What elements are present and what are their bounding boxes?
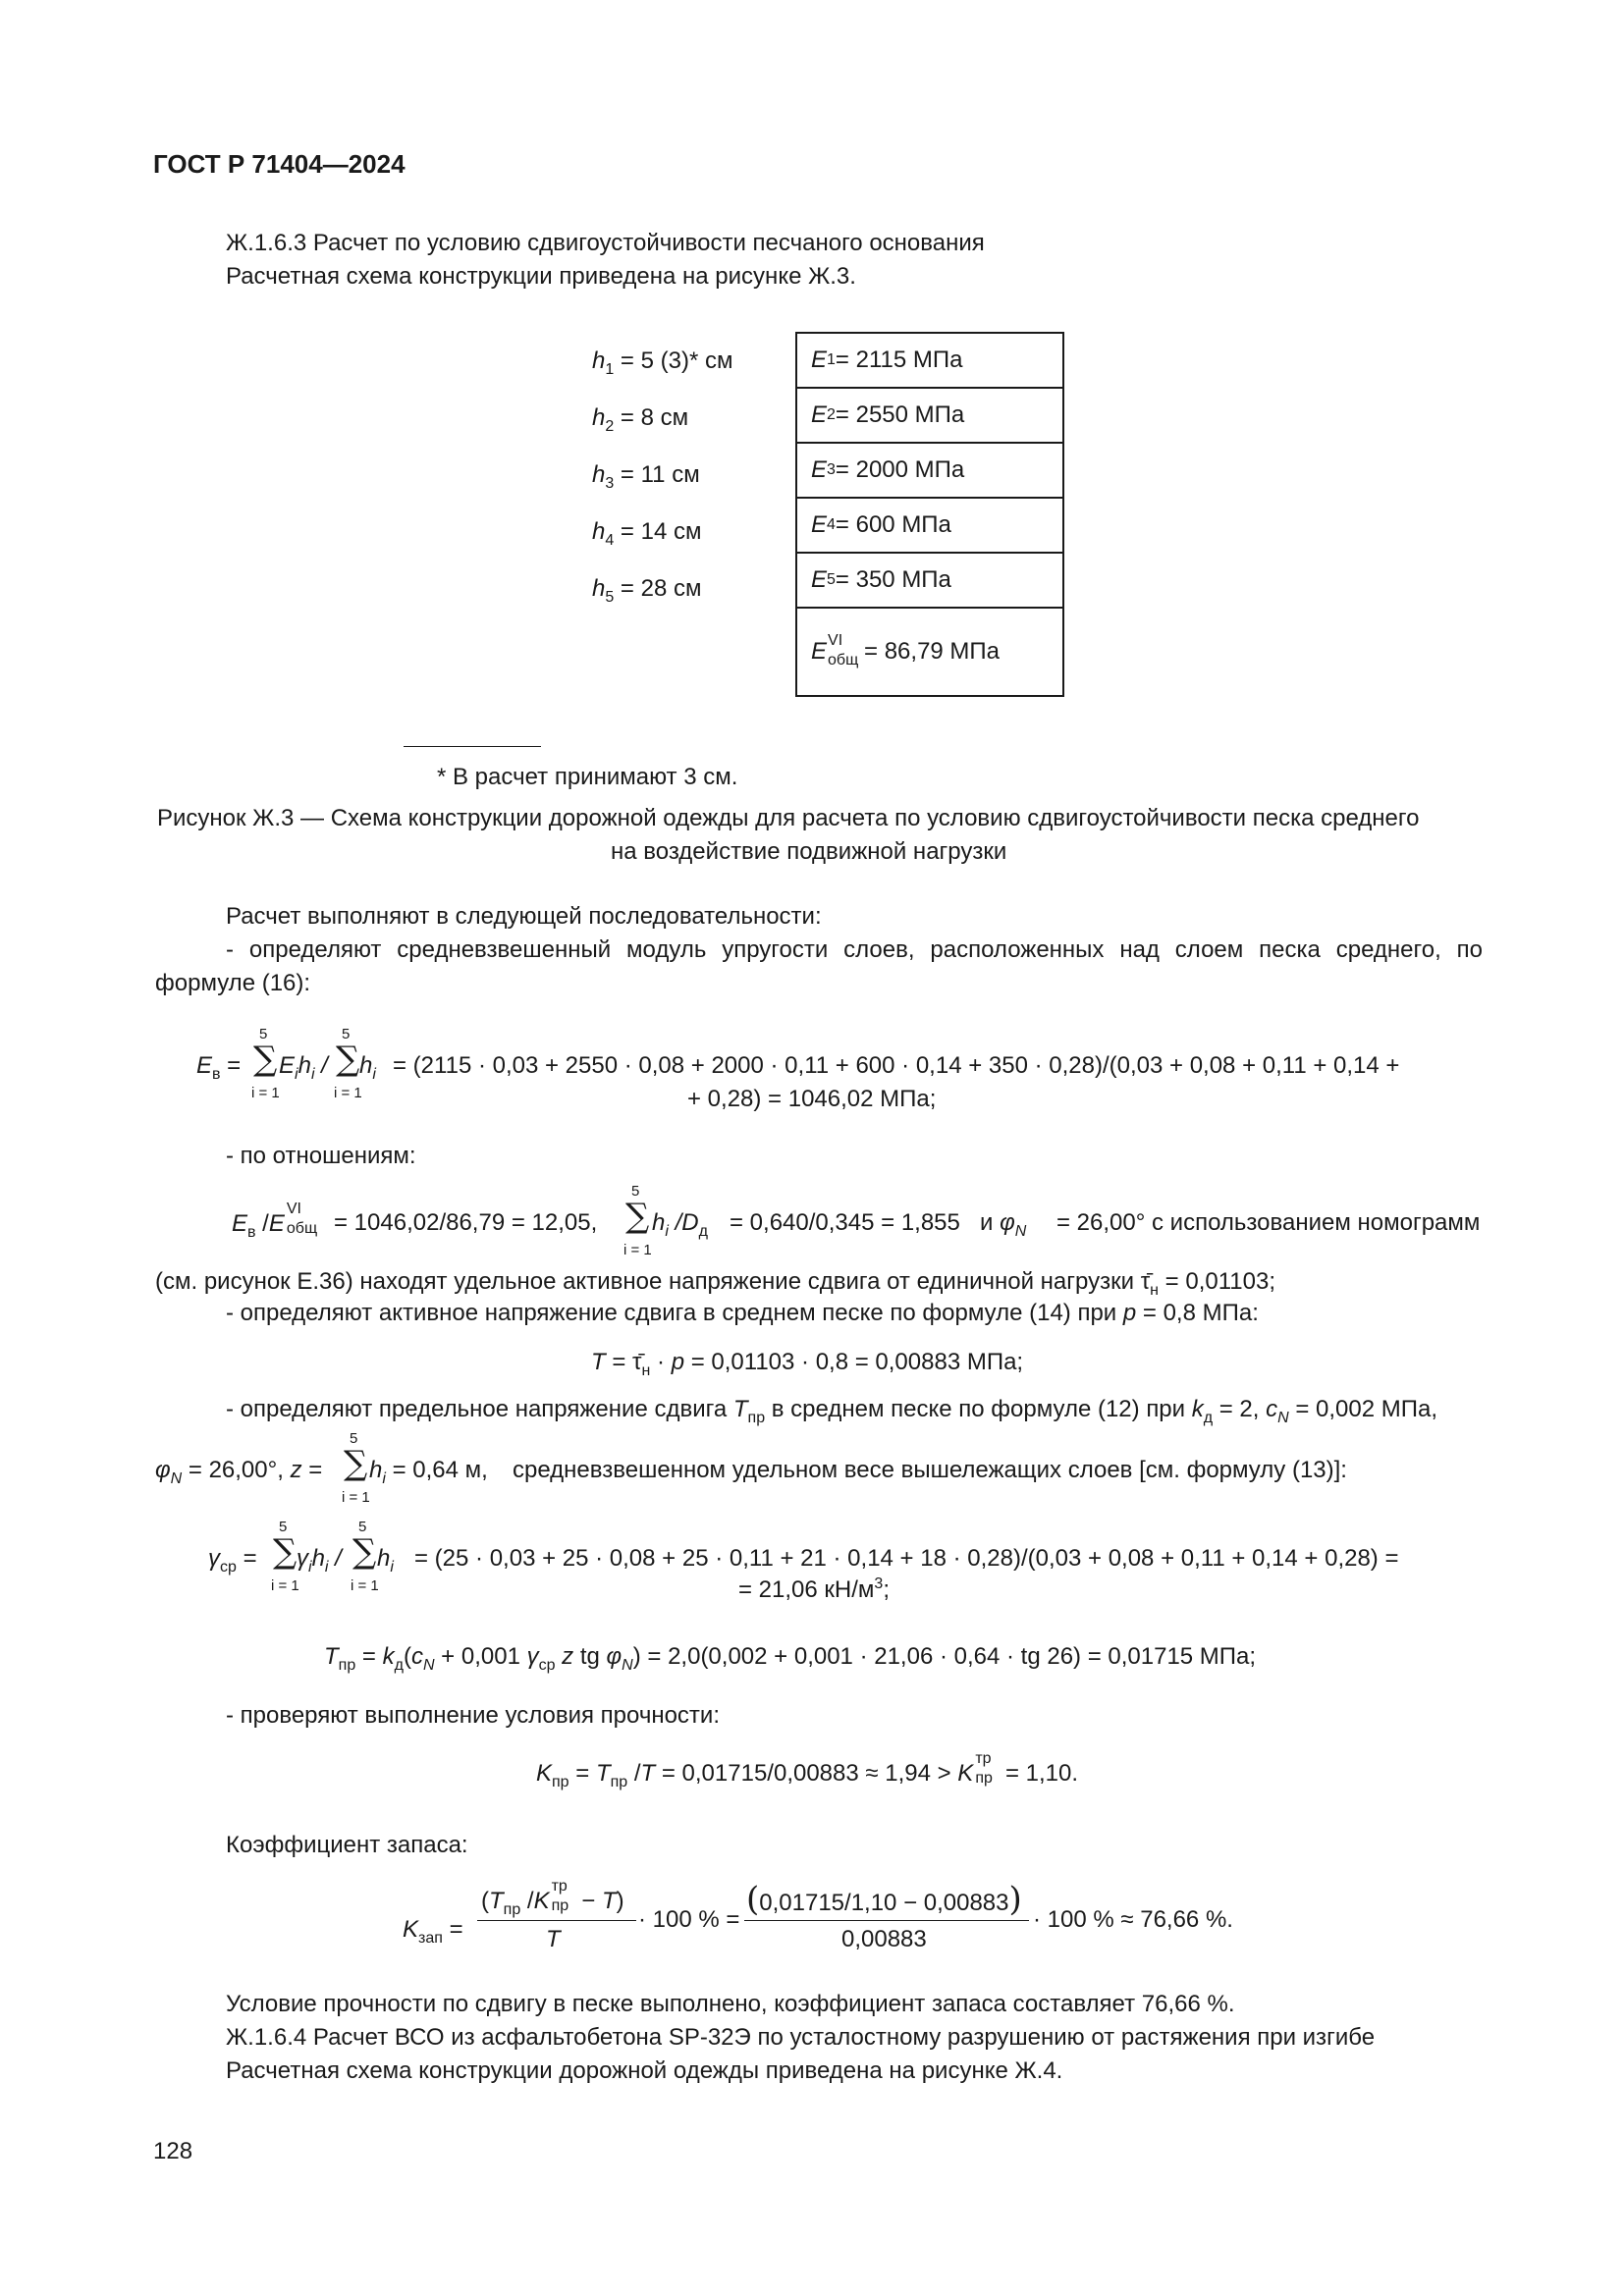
gamma-hi-den: $h_i$ (377, 1545, 394, 1575)
thickness-h5: $h_5 = 28$ см (592, 575, 702, 606)
kzap-frac-line2 (744, 1920, 1029, 1921)
modulus-e4: E 4 = 600 МПа (797, 499, 1062, 554)
sum-lower-limit: i = 1 (251, 1085, 280, 1101)
gamma-rhs2: = 21,06 $кН/м^3$; (738, 1575, 890, 1603)
figure-caption-line2: на воздействие подвижной нагрузки (611, 838, 1007, 865)
formula-kpr: $K_{пр} = T_{пр}$ /T = 0,01715/0,00883 ≈ 1,94 > K тр пр = 1,10. (536, 1750, 1079, 1790)
formula-hi-over-d: $h_i$ $/D_д$ (652, 1209, 708, 1240)
formula-ratio1: = 1046,02/86,79 = 12,05, (334, 1209, 598, 1236)
sum-upper-limit: 5 (631, 1183, 640, 1200)
gamma-rhs1: = (25 · 0,03 + 25 · 0,08 + 25 · 0,11 + 21 · 0,14 + 18 · 0,28)/(0,03 + 0,08 + 0,11 + 0,14 + 0,28) = (414, 1545, 1399, 1572)
formula-ei-hi: $E_ih_i$ / (279, 1052, 328, 1083)
sum-lower-limit: i = 1 (351, 1577, 379, 1594)
sum-symbol: ∑ (352, 1532, 377, 1572)
sum-symbol: ∑ (253, 1040, 278, 1079)
kzap-symbol: $K_{зап}$ = (403, 1916, 463, 1947)
step3-line1: - определяют предельное напряжение сдвига $T_{пр}$ в среднем песке по формуле (12) при $k_д = 2$, $c_N = 0,002$ МПа, (226, 1396, 1438, 1426)
sum-lower-limit: i = 1 (271, 1577, 299, 1594)
document-code: ГОСТ Р 71404—2024 (153, 149, 406, 179)
kzap-pct1: · 100 % = (638, 1906, 740, 1933)
formula-ratio2: = 0,640/0,345 = 1,855 (730, 1209, 960, 1236)
footnote: * В расчет принимают 3 см. (437, 764, 738, 790)
kzap-frac-line1 (477, 1920, 636, 1921)
formula-ev-rhs2: + 0,28) = 1046,02 МПа; (687, 1086, 937, 1112)
gamma-hi: $\gamma_ih_i$ / (297, 1545, 342, 1575)
ratios-intro: - по отношениям: (226, 1143, 416, 1169)
modulus-e3: E 3 = 2000 МПа (797, 444, 1062, 499)
formula-ev-symbol: $E_в$ = (196, 1052, 242, 1083)
sum-symbol: ∑ (344, 1444, 368, 1483)
sum-symbol: ∑ (273, 1532, 298, 1572)
thickness-h1: $h_1 = 5$ (3)* см (592, 347, 733, 378)
sum-upper-limit: 5 (342, 1026, 351, 1042)
sum-symbol: ∑ (336, 1040, 360, 1079)
formula-hi: $h_i$ (359, 1052, 376, 1083)
kzap-pct2: · 100 % ≈ 76,66 %. (1033, 1906, 1233, 1933)
step2-line: - определяют активное напряжение сдвига в среднем песке по формуле (14) при p = 0,8 МПа: (226, 1300, 1259, 1326)
scheme-intro: Расчетная схема конструкции приведена на рисунке Ж.3. (226, 263, 856, 290)
sum-upper-limit: 5 (279, 1519, 288, 1535)
conclusion: Условие прочности по сдвигу в песке выполнено, коэффициент запаса составляет 76,66 %. (226, 1991, 1235, 2017)
after-ratios-line: (см. рисунок Е.36) находят удельное активное напряжение сдвига от единичной нагрузки $\taū_н = 0,01103$; (155, 1268, 1276, 1299)
phi-n-value: $\varphi_N = 26,00^\circ$, z = (155, 1457, 323, 1487)
sequence-intro: Расчет выполняют в следующей последовательности: (226, 903, 822, 930)
kzap-den2: 0,00883 (841, 1926, 927, 1952)
figure-caption-line1: Рисунок Ж.3 — Схема конструкции дорожной одежды для расчета по условию сдвигоустойчивости песка среднего (157, 805, 1420, 831)
sum-upper-limit: 5 (350, 1430, 358, 1447)
z-hi: $h_i = 0,64$ м, (369, 1457, 488, 1487)
modulus-total: E VI общ = 86,79 МПа (811, 632, 1001, 668)
modulus-e5: E 5 = 350 МПа (797, 554, 1062, 609)
thickness-h4: $h_4 = 14$ см (592, 518, 702, 549)
formula-tpr: $T_{пр} = k_д(c_N + 0,001$ $\gamma_{ср}$ z tg $\varphi_N) = 2,0(0,002 + 0,001 \cdot 21,06 \cdot 0,64$ · tg 26) = 0,01715 МПа; (324, 1643, 1257, 1674)
modulus-e2: E 2 = 2550 МПа (797, 389, 1062, 444)
gamma-symbol: $\gamma_{ср}$ = (208, 1545, 257, 1575)
footnote-rule (404, 746, 541, 747)
next-scheme-intro: Расчетная схема конструкции дорожной одежды приведена на рисунке Ж.4. (226, 2057, 1063, 2084)
check-intro: - проверяют выполнение условия прочности: (226, 1702, 720, 1729)
thickness-h2: $h_2 = 8$ см (592, 404, 689, 435)
sum-symbol: ∑ (625, 1197, 650, 1236)
sum-lower-limit: i = 1 (623, 1242, 652, 1258)
thickness-h3: $h_3 = 11$ см (592, 461, 700, 492)
page-number: 128 (153, 2138, 193, 2164)
sum-lower-limit: i = 1 (342, 1489, 370, 1506)
formula-ratio-text: = 26,00° с использованием номограмм (1056, 1209, 1481, 1236)
sum-upper-limit: 5 (259, 1026, 268, 1042)
step3-line2-text: средневзвешенном удельном весе вышележащих слоев [см. формулу (13)]: (513, 1457, 1347, 1483)
sum-upper-limit: 5 (358, 1519, 367, 1535)
formula-active-stress: $T = \taū_н \cdot p = 0,01103 \cdot 0,8 = 0,00883$ МПа; (591, 1349, 1024, 1379)
section-title: Ж.1.6.3 Расчет по условию сдвигоустойчивости песчаного основания (226, 230, 985, 256)
step1-line2: формуле (16): (155, 970, 311, 996)
kzap-den1: T (546, 1926, 561, 1952)
kzap-num2: (0,01715/1,10 − 0,00883) (746, 1880, 1022, 1919)
formula-ev-rhs1: = (2115 · 0,03 + 2550 · 0,08 + 2000 · 0,11 + 600 · 0,14 + 350 · 0,28)/(0,03 + 0,08 + 0,11 + 0,14 + (393, 1052, 1400, 1079)
sum-lower-limit: i = 1 (334, 1085, 362, 1101)
kzap-num1: ($T_{пр}$ /K тр пр − T) (481, 1878, 624, 1918)
formula-ev-over-etotal: $E_в$ /E VI общ (232, 1201, 318, 1241)
coef-intro: Коэффициент запаса: (226, 1832, 468, 1858)
step1-line1: - определяют средневзвешенный модуль упругости слоев, расположенных над слоем песка среднего, по (226, 936, 1483, 963)
modulus-table (795, 332, 1064, 697)
formula-phi-n: и $\varphi_N$ (980, 1209, 1027, 1240)
modulus-e1: E 1 = 2115 МПа (797, 334, 1062, 389)
next-section-title: Ж.1.6.4 Расчет ВСО из асфальтобетона SP-32Э по усталостному разрушению от растяжения при изгибе (226, 2024, 1376, 2051)
